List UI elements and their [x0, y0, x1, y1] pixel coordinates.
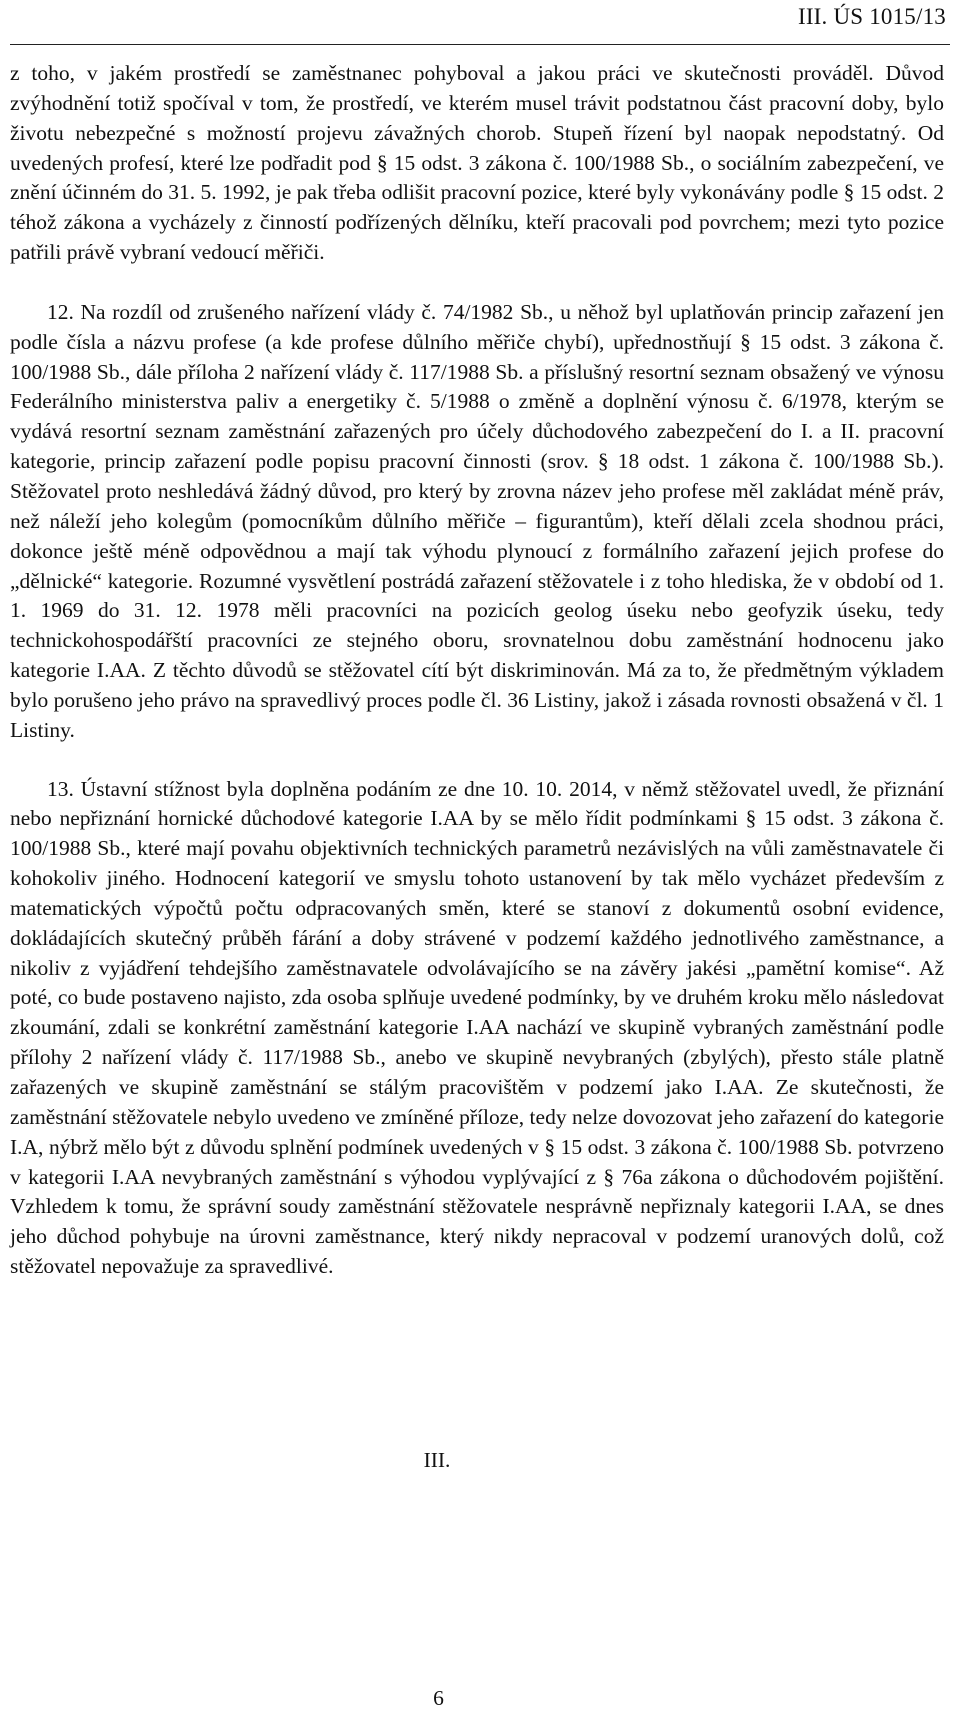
header-divider: [10, 44, 950, 45]
paragraph-12: 12. Na rozdíl od zrušeného nařízení vlády č. 74/1982 Sb., u něhož byl uplatňován princip zařazení jen podle čísla a názvu profese (a kde profese důlního měřiče chybí), upřednostňují § 15 odst. 3 zákona č. 100/1988 Sb., dále příloha 2 nařízení vlády č. 117/1988 Sb. a příslušný resortní seznam obsažený ve výnosu Federálního ministerstva paliv a energetiky č. 5/1988 o změně a doplnění výnosu č. 6/1978, kterým se vydává resortní seznam zaměstnání zařazených pro účely důchodového zabezpečení do I. a II. pracovní kategorie, princip zařazení podle popisu pracovní činnosti (srov. § 18 odst. 1 zákona č. 100/1988 Sb.). Stěžovatel proto neshledává žádný důvod, pro který by zrovna název jeho profese měl zakládat méně práv, než náleží jeho kolegům (pomocníkům důlního měřiče – figurantům), kteří dělali zcela shodnou práci, dokonce ještě méně odpovědnou a mají tak výhodu plynoucí z formálního zařazení jejich profese do „dělnické“ kategorie. Rozumné vysvětlení postrádá zařazení stěžovatele i z toho hlediska, že v období od 1. 1. 1969 do 31. 12. 1978 měli pracovníci na pozicích geolog úseku nebo geofyzik úseku, tedy technickohospodářští pracovníci ze stejného oboru, srovnatelnou dobu zaměstnání hodnocenu jako kategorie I.AA. Z těchto důvodů se stěžovatel cítí být diskriminován. Má za to, že předmětným výkladem bylo porušeno jeho právo na spravedlivý proces podle čl. 36 Listiny, jakož i zásada rovnosti obsažená v čl. 1 Listiny.: [10, 299, 944, 742]
document-body: [10, 59, 944, 1282]
case-number-header: III. ÚS 1015/13: [797, 4, 946, 29]
paragraph-continuation: z toho, v jakém prostředí se zaměstnanec pohyboval a jakou práci ve skutečnosti prováděl. Důvod zvýhodnění totiž spočíval v tom, že prostředí, ve kterém musel trávit podstatnou část pracovní doby, bylo životu nebezpečné s možností projevu závažných chorob. Stupeň řízení byl naopak nepodstatný. Od uvedených profesí, které lze podřadit pod § 15 odst. 3 zákona č. 100/1988 Sb., o sociálním zabezpečení, ve znění účinném do 31. 5. 1992, je pak třeba odlišit pracovní pozice, které byly vykonávány podle § 15 odst. 2 téhož zákona a vycházely z činností podřízených dělníku, kteří pracovali pod povrchem; mezi tyto pozice patřili právě vybraní vedoucí měřiči.: [10, 61, 944, 265]
page-number: 6: [433, 1686, 444, 1710]
section-heading: III.: [423, 1448, 451, 1472]
paragraph-13: 13. Ústavní stížnost byla doplněna podáním ze dne 10. 10. 2014, v němž stěžovatel uvedl, že přiznání nebo nepřiznání hornické důchodové kategorie I.AA by se mělo řídit podmínkami § 15 odst. 3 zákona č. 100/1988 Sb., které mají povahu objektivních technických parametrů nezávislých na vůli zaměstnavatele či kohokoliv jiného. Hodnocení kategorií ve smyslu tohoto ustanovení by tak mělo vycházet především z matematických výpočtů počtu odpracovaných směn, které se stanoví z dokumentů osobní evidence, dokládajících skutečný průběh fárání a doby strávené v podzemí každého jednotlivého zaměstnance, a nikoliv z vyjádření tehdejšího zaměstnavatele odvolávajícího se na závěry jakési „pamětní komise“. Až poté, co bude postaveno najisto, zda osoba splňuje uvedené podmínky, by ve druhém kroku mělo následovat zkoumání, zdali se konkrétní zaměstnání kategorie I.AA nachází ve skupině vybraných zaměstnání podle přílohy 2 nařízení vlády č. 117/1988 Sb., anebo ve skupině nevybraných (zbylých), přesto stále platně zařazených ve skupině zaměstnání se stálým pracovištěm v podzemí jako I.AA. Ze skutečnosti, že zaměstnání stěžovatele nebylo uvedeno ve zmíněné příloze, tedy nelze dovozovat jeho zařazení do kategorie I.A, nýbrž mělo být z důvodu splnění podmínek uvedených v § 15 odst. 3 zákona č. 100/1988 Sb. potvrzeno v kategorii I.AA nevybraných zaměstnání s výhodou vyplývající z § 76a zákona o důchodovém pojištění. Vzhledem k tomu, že správní soudy zaměstnání stěžovatele nesprávně nepřiznaly kategorii I.AA, se dnes jeho důchod pohybuje na úrovni zaměstnance, který nikdy nepracoval v podzemí uranových dolů, což stěžovatel nepovažuje za spravedlivé.: [10, 776, 944, 1279]
